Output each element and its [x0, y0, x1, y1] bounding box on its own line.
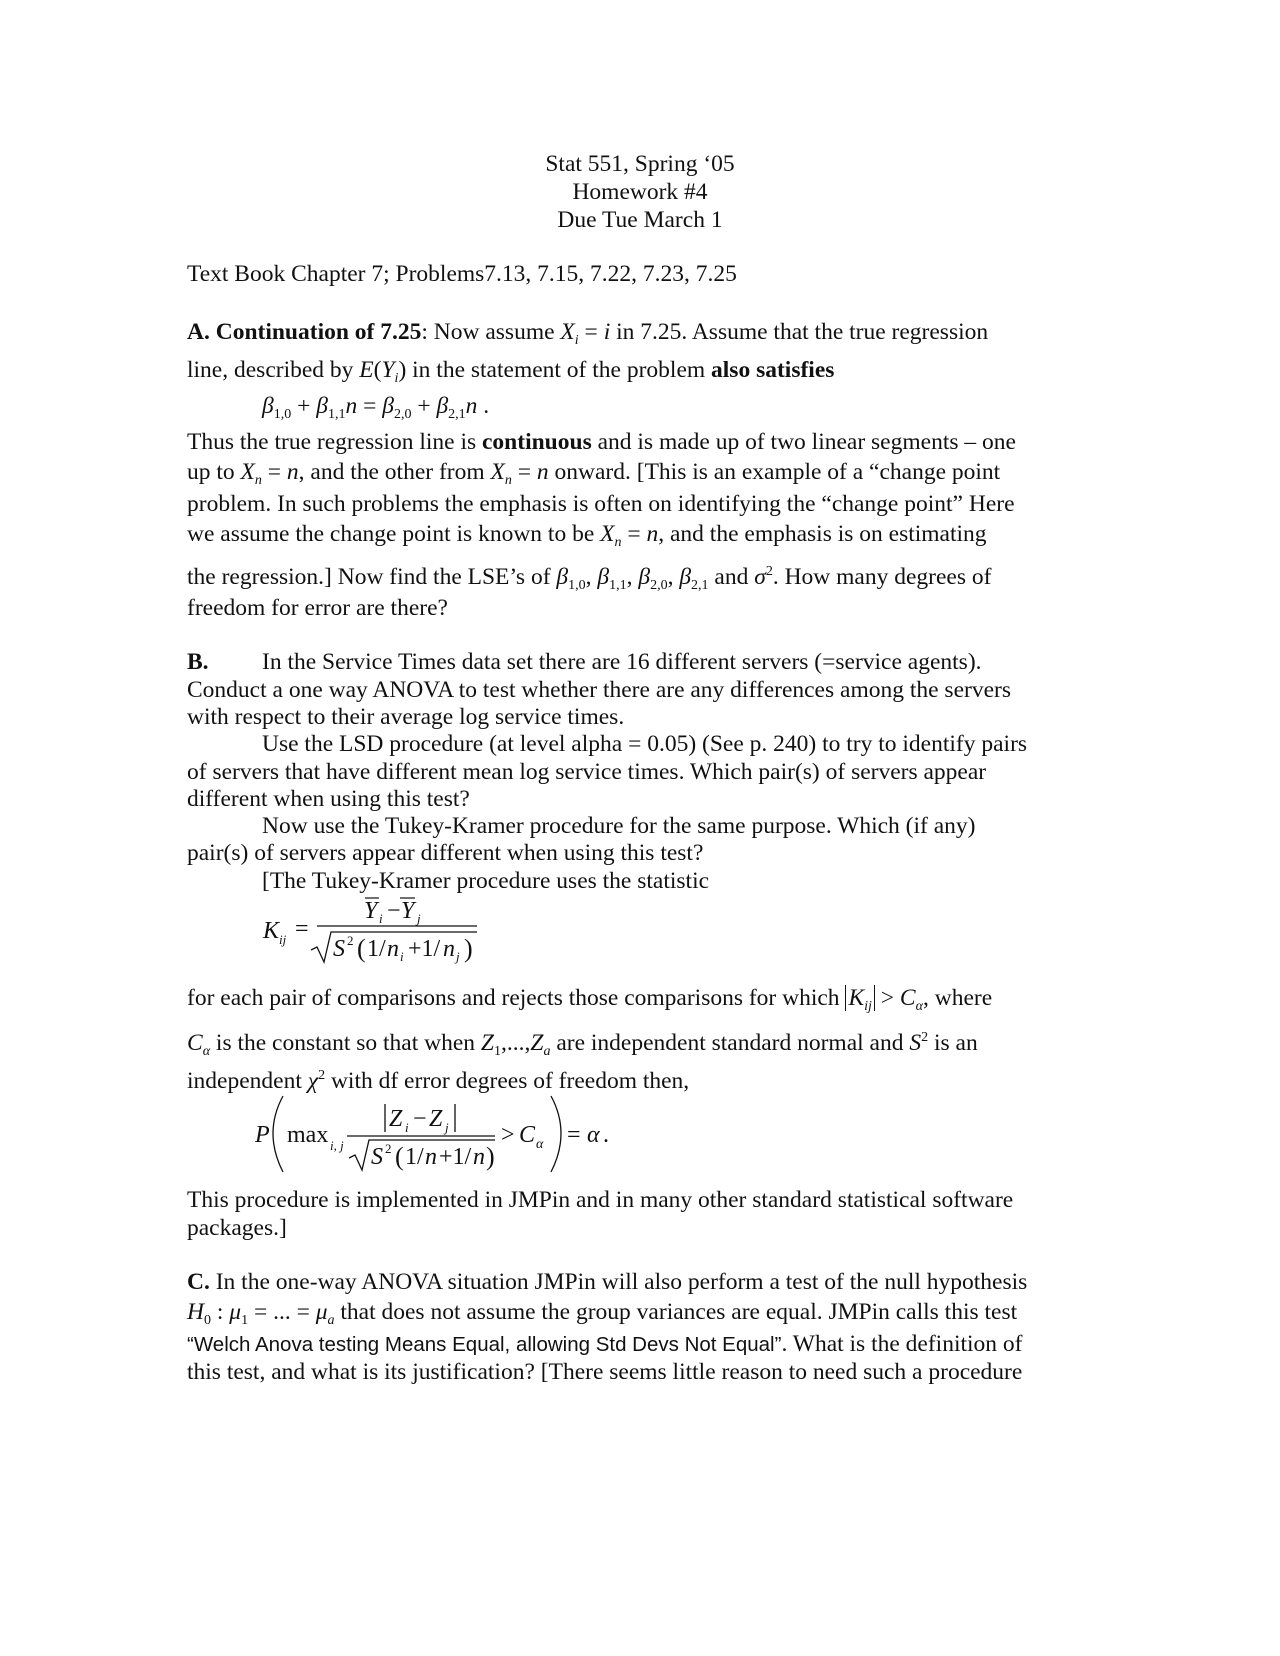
svg-text:−: −	[413, 1106, 427, 1132]
section-b-line-4: Use the LSD procedure (at level alpha = 0.05) (See p. 240) to try to identify pairs	[262, 731, 1028, 757]
section-a-line-3: Thus the true regression line is continuous and is made up of two linear segments – one	[187, 429, 1016, 455]
section-b-line-10: for each pair of comparisons and rejects those comparisons for which $K_{ij} > C_\alpha$, where	[187, 985, 993, 1014]
svg-text:j: j	[456, 949, 460, 964]
section-c-line-3: “Welch Anova testing Means Equal, allowing Std Devs Not Equal”. What is the definition of	[187, 1331, 1023, 1357]
svg-text:2: 2	[347, 933, 354, 948]
svg-text:n: n	[473, 1144, 485, 1170]
constraint-equation: $\beta_{1,0} + \beta_{1,1}n = \beta_{2,0} + \beta_{2,1}n$ .	[262, 393, 490, 422]
svg-text:S: S	[371, 1144, 383, 1170]
svg-text:1/: 1/	[405, 1144, 424, 1170]
svg-text:i: i	[379, 911, 383, 926]
svg-text:S: S	[333, 936, 345, 962]
svg-text:Z: Z	[429, 1106, 443, 1132]
svg-text:Y: Y	[364, 898, 378, 924]
section-a-line-8: freedom for error are there?	[187, 595, 448, 621]
svg-text:j: j	[445, 1120, 449, 1135]
svg-text:.: .	[603, 1122, 609, 1148]
svg-text:n: n	[425, 1144, 437, 1170]
homework-title: Homework #4	[572, 179, 708, 205]
svg-text:α: α	[587, 1122, 600, 1148]
svg-text:=: =	[567, 1122, 581, 1148]
course-title: Stat 551, Spring ‘05	[545, 151, 735, 177]
svg-text:>: >	[501, 1122, 515, 1148]
section-a-line-6: we assume the change point is known to be $X_n = n$, and the emphasis is on estimating	[187, 521, 987, 550]
svg-text:α: α	[536, 1137, 544, 1152]
svg-text:(: (	[357, 934, 366, 963]
section-a-label: A. Continuation of 7.25	[187, 319, 422, 345]
section-b-line-3: with respect to their average log service times.	[187, 704, 625, 730]
due-date: Due Tue March 1	[557, 207, 723, 233]
section-b-line-1: In the Service Times data set there are 16 different servers (=service agents).	[262, 649, 982, 675]
section-c-line-4: this test, and what is its justification? [There seems little reason to need such a procedure	[187, 1359, 1023, 1385]
probability-formula	[255, 1090, 645, 1176]
section-a-line-5: problem. In such problems the emphasis is often on identifying the “change point” Here	[187, 491, 1015, 517]
section-b-label: B.	[187, 649, 209, 675]
svg-text:=: =	[295, 916, 309, 942]
svg-text:K: K	[263, 918, 280, 944]
svg-text:C: C	[519, 1122, 536, 1148]
svg-text:n: n	[387, 936, 399, 962]
svg-text:): )	[464, 934, 473, 963]
section-b-line-7: Now use the Tukey-Kramer procedure for the same purpose. Which (if any)	[262, 813, 976, 839]
section-a-line-1: A. Continuation of 7.25: Now assume $X_i = i$ in 7.25. Assume that the true regression	[187, 319, 989, 348]
section-b-line-2: Conduct a one way ANOVA to test whether there are any differences among the servers	[187, 677, 1011, 703]
section-b-line-6: different when using this test?	[187, 786, 470, 812]
section-b-line-11: $C_\alpha$ is the constant so that when $Z_1,...,Z_a$ are independent standard normal and $S^2$ is an	[187, 1030, 978, 1059]
section-a-line-7: the regression.] Now find the LSE’s of $\beta_{1,0}$, $\beta_{1,1}$, $\beta_{2,0}$, $\beta_{2,1}$ and $\sigma^2$. How many degrees of	[187, 564, 992, 593]
svg-text:i, j: i, j	[330, 1138, 344, 1153]
tukey-kramer-formula	[255, 888, 495, 968]
textbook-problems: Text Book Chapter 7; Problems7.13, 7.15, 7.22, 7.23, 7.25	[187, 261, 737, 287]
section-a-line-2: line, described by $E(Y_i)$ in the statement of the problem also satisfies	[187, 357, 835, 386]
svg-text:P: P	[255, 1122, 270, 1148]
section-c-line-2: $H_0$ : $\mu_1$ = ... = $\mu_a$ that does not assume the group variances are equal. JMPin calls this test	[187, 1299, 1018, 1328]
section-b-line-5: of servers that have different mean log service times. Which pair(s) of servers appear	[187, 759, 987, 785]
svg-text:ij: ij	[279, 932, 287, 947]
section-b-line-9: [The Tukey-Kramer procedure uses the statistic	[262, 868, 710, 894]
svg-text:+1/: +1/	[408, 936, 441, 962]
section-b-line-12: independent $\chi^2$ with df error degrees of freedom then,	[187, 1068, 690, 1094]
svg-text:i: i	[400, 949, 404, 964]
svg-text:Z: Z	[389, 1106, 403, 1132]
svg-text:1/: 1/	[367, 936, 386, 962]
svg-text:n: n	[443, 936, 455, 962]
section-c-line-1: C. In the one-way ANOVA situation JMPin will also perform a test of the null hypothesis	[187, 1269, 1028, 1295]
section-b-line-14: packages.]	[187, 1215, 287, 1241]
section-b-line-13: This procedure is implemented in JMPin and in many other standard statistical software	[187, 1187, 1014, 1213]
svg-text:): )	[486, 1142, 495, 1171]
section-c-label: C.	[187, 1269, 210, 1295]
section-a-line-4: up to $X_n = n$, and the other from $X_n = n$ onward. [This is an example of a “change point	[187, 459, 1001, 488]
svg-text:2: 2	[385, 1141, 392, 1156]
svg-text:(: (	[395, 1142, 404, 1171]
svg-text:max: max	[287, 1122, 329, 1148]
svg-text:i: i	[405, 1120, 409, 1135]
svg-text:−: −	[387, 898, 401, 924]
svg-text:j: j	[417, 911, 421, 926]
section-b-line-8: pair(s) of servers appear different when using this test?	[187, 840, 704, 866]
svg-text:Y: Y	[401, 898, 415, 924]
svg-text:+1/: +1/	[439, 1144, 472, 1170]
